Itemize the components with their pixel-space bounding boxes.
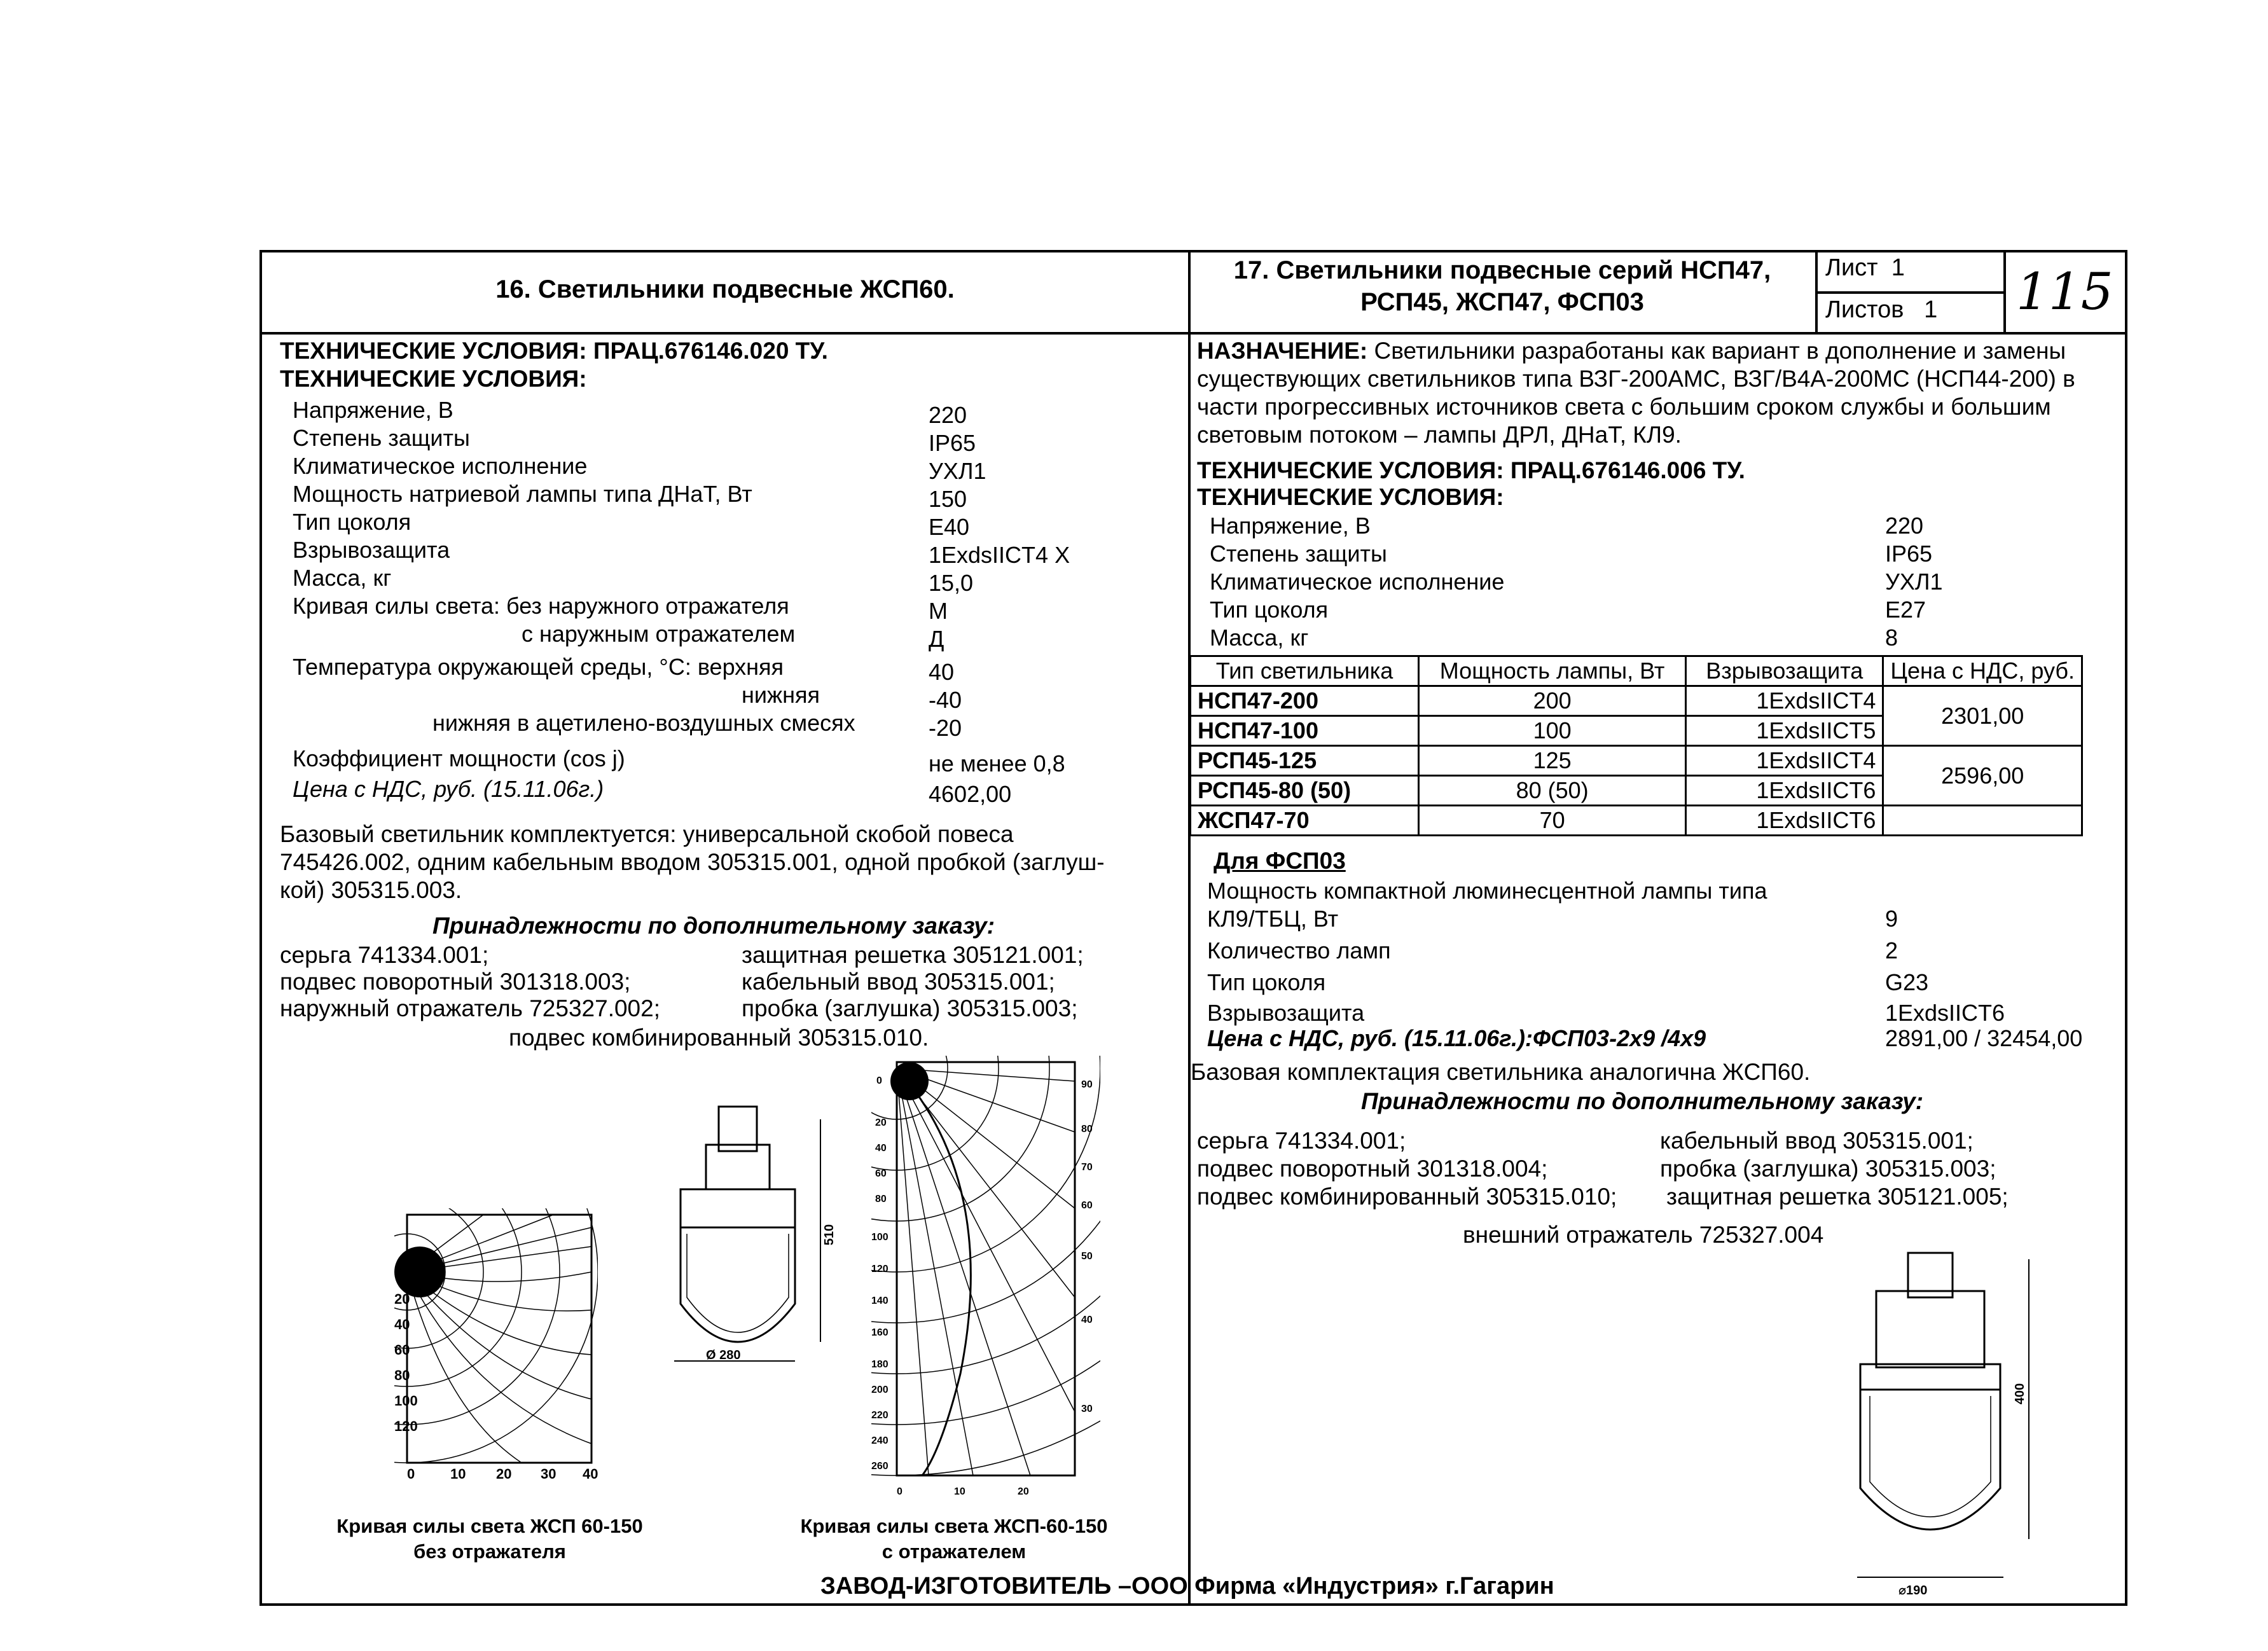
svg-text:30: 30 xyxy=(1081,1404,1093,1414)
light-curve-chart-with-reflector xyxy=(871,1056,1100,1514)
table-header-cell: Тип светильника xyxy=(1191,656,1419,686)
svg-text:40: 40 xyxy=(583,1466,598,1482)
spec-label: Цена с НДС, руб. (15.11.06г.):ФСП03-2х9 /4х9 xyxy=(1207,1025,1706,1051)
svg-text:160: 160 xyxy=(871,1327,889,1338)
spec-label: Мощность натриевой лампы типа ДНаТ, Вт xyxy=(293,481,752,507)
spec-label: Климатическое исполнение xyxy=(293,453,588,479)
svg-text:90: 90 xyxy=(1081,1079,1093,1090)
spec-value: IP65 xyxy=(929,430,976,456)
caption-curve-1 xyxy=(299,1514,681,1565)
left-acc-item: серьга 741334.001; xyxy=(280,942,489,968)
table-cell-price: 2596,00 xyxy=(1883,746,2082,806)
purpose-text-2: существующих светильников типа ВЗГ-200АМС, ВЗГ/В4А-200МС (НСП44-200) в xyxy=(1197,366,2075,392)
left-acc-item: наружный отражатель 725327.002; xyxy=(280,995,660,1021)
right-acc-item: подвес поворотный 301318.004; xyxy=(1197,1156,1548,1182)
spec-label: с наружным отражателем xyxy=(522,621,796,647)
table-cell-power: 70 xyxy=(1419,806,1686,836)
svg-text:60: 60 xyxy=(1081,1200,1093,1211)
svg-text:140: 140 xyxy=(871,1295,889,1306)
spec-value: 15,0 xyxy=(929,570,974,596)
table-header-cell: Взрывозащита xyxy=(1686,656,1883,686)
table-cell-ex: 1ExdsIICT4 xyxy=(1686,686,1883,716)
spec-value: 8 xyxy=(1885,625,1898,651)
svg-text:60: 60 xyxy=(394,1342,410,1358)
right-title-line2: РСП45, ЖСП47, ФСП03 xyxy=(1360,288,1644,316)
spec-value: 220 xyxy=(1885,513,1924,539)
table-cell-power: 100 xyxy=(1419,716,1686,746)
spec-label: КЛ9/ТБЦ, Вт xyxy=(1207,906,1339,932)
dim-height-left: 510 xyxy=(822,1224,837,1246)
caption-curve-2 xyxy=(763,1514,1145,1565)
dim-height-right: 400 xyxy=(2013,1383,2028,1405)
left-acc-item: пробка (заглушка) 305315.003; xyxy=(742,995,1078,1021)
sheet-cell xyxy=(1825,254,1905,282)
fsp-specs xyxy=(1207,878,2110,1062)
svg-text:80: 80 xyxy=(875,1194,887,1205)
left-accessories-title: Принадлежности по дополнительному заказу: xyxy=(432,913,995,939)
page-number: 115 xyxy=(2016,262,2113,321)
spec-label: Масса, кг xyxy=(293,565,392,591)
table-cell-price-empty xyxy=(1883,806,2082,836)
svg-text:80: 80 xyxy=(1081,1124,1093,1135)
table-cell-power: 80 (50) xyxy=(1419,776,1686,806)
left-acc-item: подвес поворотный 301318.003; xyxy=(280,969,631,995)
right-acc-item: защитная решетка 305121.005; xyxy=(1666,1184,2009,1210)
caption-curve-2-line2: с отражателем xyxy=(882,1540,1027,1563)
spec-value: 9 xyxy=(1885,906,1898,932)
left-acc-item: подвес комбинированный 305315.010. xyxy=(509,1025,929,1051)
sheet-label: Лист xyxy=(1825,254,1878,281)
caption-curve-1-line2: без отражателя xyxy=(413,1540,566,1563)
svg-text:20: 20 xyxy=(394,1291,410,1307)
svg-text:20: 20 xyxy=(875,1117,887,1128)
caption-curve-1-line1: Кривая силы света ЖСП 60-150 xyxy=(336,1515,643,1537)
svg-text:0: 0 xyxy=(396,1266,404,1281)
left-specs xyxy=(293,397,1183,817)
header-divider xyxy=(259,332,2127,335)
table-cell-ex: 1ExdsIICT6 xyxy=(1686,776,1883,806)
svg-text:0: 0 xyxy=(876,1075,882,1086)
table-cell-ex: 1ExdsIICT5 xyxy=(1686,716,1883,746)
spec-value: 2 xyxy=(1885,937,1898,964)
svg-text:0: 0 xyxy=(407,1466,415,1482)
spec-label: Мощность компактной люминесцентной лампы типа xyxy=(1207,878,1767,904)
dim-diameter-right: ⌀190 xyxy=(1898,1584,1928,1598)
table-cell-type: НСП47-200 xyxy=(1191,686,1419,716)
spec-label: Тип цоколя xyxy=(293,509,411,535)
spec-value: 4602,00 xyxy=(929,781,1012,807)
spec-label: Напряжение, В xyxy=(1210,513,1371,539)
svg-text:120: 120 xyxy=(394,1418,418,1434)
spec-label: Тип цоколя xyxy=(1207,969,1326,995)
spec-value: 40 xyxy=(929,659,955,685)
svg-text:10: 10 xyxy=(954,1486,965,1497)
right-accessories-title: Принадлежности по дополнительному заказу: xyxy=(1361,1088,1924,1114)
right-tu-line1: ТЕХНИЧЕСКИЕ УСЛОВИЯ: ПРАЦ.676146.006 ТУ. xyxy=(1197,457,1745,483)
svg-text:100: 100 xyxy=(871,1232,889,1243)
svg-text:10: 10 xyxy=(450,1466,466,1482)
svg-text:40: 40 xyxy=(1081,1315,1093,1325)
spec-label: Степень защиты xyxy=(293,425,470,451)
spec-value: не менее 0,8 xyxy=(929,750,1065,777)
svg-text:40: 40 xyxy=(394,1316,410,1332)
right-acc-item: внешний отражатель 725327.004 xyxy=(1463,1222,1824,1248)
spec-value: Е40 xyxy=(929,514,970,540)
fsp-title: Для ФСП03 xyxy=(1214,848,1346,874)
svg-text:80: 80 xyxy=(394,1367,410,1383)
svg-text:260: 260 xyxy=(871,1461,889,1472)
table-header-cell: Цена с НДС, руб. xyxy=(1883,656,2082,686)
table-row xyxy=(1191,746,2082,776)
spec-value: УХЛ1 xyxy=(929,458,986,484)
svg-text:220: 220 xyxy=(871,1410,889,1421)
spec-value: 1ExdsIICT4 X xyxy=(929,542,1070,568)
right-acc-item: подвес комбинированный 305315.010; xyxy=(1197,1184,1617,1210)
left-base-text-3: кой) 305315.003. xyxy=(280,877,462,903)
right-title-line1: 17. Светильники подвесные серий НСП47, xyxy=(1233,256,1771,284)
table-cell-power: 125 xyxy=(1419,746,1686,776)
sheet-divider-h xyxy=(1815,291,2005,294)
spec-label: Взрывозащита xyxy=(1207,1000,1365,1026)
luminaire-fsp03-drawing xyxy=(1844,1247,2035,1590)
spec-value: 1ExdsIICT6 xyxy=(1885,1000,2005,1026)
spec-label: Коэффициент мощности (cos j) xyxy=(293,745,625,771)
table-header-cell: Мощность лампы, Вт xyxy=(1419,656,1686,686)
left-section-title: 16. Светильники подвесные ЖСП60. xyxy=(495,275,955,303)
left-tu-line2: ТЕХНИЧЕСКИЕ УСЛОВИЯ: xyxy=(280,366,587,392)
table-cell-power: 200 xyxy=(1419,686,1686,716)
left-tu-line1: ТЕХНИЧЕСКИЕ УСЛОВИЯ: ПРАЦ.676146.020 ТУ. xyxy=(280,338,828,364)
table-cell-type: РСП45-80 (50) xyxy=(1191,776,1419,806)
manufacturer-footer: ЗАВОД-ИЗГОТОВИТЕЛЬ –ООО Фирма «Индустрия» г.Гагарин xyxy=(820,1573,1554,1599)
table-row xyxy=(1191,806,2082,836)
sheets-value: 1 xyxy=(1924,296,1938,323)
spec-label: Степень защиты xyxy=(1210,541,1387,567)
svg-text:60: 60 xyxy=(875,1168,887,1179)
caption-curve-2-line1: Кривая силы света ЖСП-60-150 xyxy=(800,1515,1108,1537)
spec-label: Взрывозащита xyxy=(293,537,450,563)
purpose-text-4: световым потоком – лампы ДРЛ, ДНаТ, КЛ9. xyxy=(1197,422,1682,448)
table-cell-ex: 1ExdsIICT4 xyxy=(1686,746,1883,776)
spec-label: Тип цоколя xyxy=(1210,597,1329,623)
spec-value: 220 xyxy=(929,402,967,428)
svg-text:180: 180 xyxy=(871,1359,889,1370)
spec-label: нижняя в ацетилено-воздушных смесях xyxy=(432,710,855,736)
spec-label: нижняя xyxy=(742,682,820,708)
left-acc-item: защитная решетка 305121.001; xyxy=(742,942,1084,968)
svg-text:50: 50 xyxy=(1081,1251,1093,1262)
table-row xyxy=(1191,686,2082,716)
right-section-title xyxy=(1191,254,1814,318)
spec-value: IP65 xyxy=(1885,541,1933,567)
svg-text:20: 20 xyxy=(496,1466,512,1482)
svg-text:40: 40 xyxy=(875,1143,887,1154)
spec-label: Кривая силы света: без наружного отражателя xyxy=(293,593,789,619)
purpose-label: НАЗНАЧЕНИЕ: xyxy=(1197,338,1368,364)
spec-value: М xyxy=(929,598,948,624)
table-header-row xyxy=(1191,656,2082,686)
left-acc-item: кабельный ввод 305315.001; xyxy=(742,969,1055,995)
sheets-cell xyxy=(1825,296,1937,324)
spec-label: Масса, кг xyxy=(1210,625,1309,651)
right-acc-item: пробка (заглушка) 305315.003; xyxy=(1660,1156,1996,1182)
spec-label: Температура окружающей среды, °С: верхняя xyxy=(293,654,784,680)
table-cell-ex: 1ExdsIICT6 xyxy=(1686,806,1883,836)
spec-value: G23 xyxy=(1885,969,1929,995)
right-purpose xyxy=(1197,337,2066,365)
spec-value: -20 xyxy=(929,715,962,741)
column-divider xyxy=(1188,250,1191,1606)
right-acc-item: серьга 741334.001; xyxy=(1197,1128,1406,1154)
left-base-text-2: 745426.002, одним кабельным вводом 305315.001, одной пробкой (заглуш- xyxy=(280,849,1105,875)
sheets-label: Листов xyxy=(1825,296,1904,323)
table-cell-type: НСП47-100 xyxy=(1191,716,1419,746)
right-tu-line2: ТЕХНИЧЕСКИЕ УСЛОВИЯ: xyxy=(1197,484,1504,510)
table-cell-type: ЖСП47-70 xyxy=(1191,806,1419,836)
svg-text:70: 70 xyxy=(1081,1162,1093,1173)
spec-label: Количество ламп xyxy=(1207,937,1391,964)
right-acc-item: кабельный ввод 305315.001; xyxy=(1660,1128,1974,1154)
spec-value: 2891,00 / 32454,00 xyxy=(1885,1025,2083,1051)
svg-text:20: 20 xyxy=(1018,1486,1029,1497)
svg-text:200: 200 xyxy=(871,1385,889,1395)
table-cell-price: 2301,00 xyxy=(1883,686,2082,746)
spec-label: Климатическое исполнение xyxy=(1210,569,1505,595)
spec-value: -40 xyxy=(929,687,962,713)
svg-text:240: 240 xyxy=(871,1435,889,1446)
spec-value: 150 xyxy=(929,486,967,512)
right-specs xyxy=(1210,513,2100,659)
dim-diameter-left: Ø 280 xyxy=(706,1348,741,1362)
svg-text:30: 30 xyxy=(541,1466,557,1482)
sheet-value: 1 xyxy=(1891,254,1905,281)
luminaire-table xyxy=(1189,655,2083,836)
spec-label: Напряжение, В xyxy=(293,397,453,423)
spec-value: Д xyxy=(929,626,944,652)
left-base-text-1: Базовый светильник комплектуется: универсальной скобой повеса xyxy=(280,821,1014,847)
purpose-text-3: части прогрессивных источников света с большим сроком службы и большим xyxy=(1197,394,2051,420)
svg-text:0: 0 xyxy=(897,1486,902,1497)
svg-text:100: 100 xyxy=(394,1393,418,1409)
table-cell-type: РСП45-125 xyxy=(1191,746,1419,776)
spec-value: УХЛ1 xyxy=(1885,569,1943,595)
light-curve-chart-no-reflector xyxy=(394,1208,598,1501)
svg-text:120: 120 xyxy=(871,1264,889,1275)
spec-value: Е27 xyxy=(1885,597,1926,623)
purpose-text-1: Светильники разработаны как вариант в дополнение и замены xyxy=(1367,338,2066,364)
right-base-text: Базовая комплектация светильника аналогична ЖСП60. xyxy=(1191,1059,1811,1085)
spec-label: Цена с НДС, руб. (15.11.06г.) xyxy=(293,776,604,802)
